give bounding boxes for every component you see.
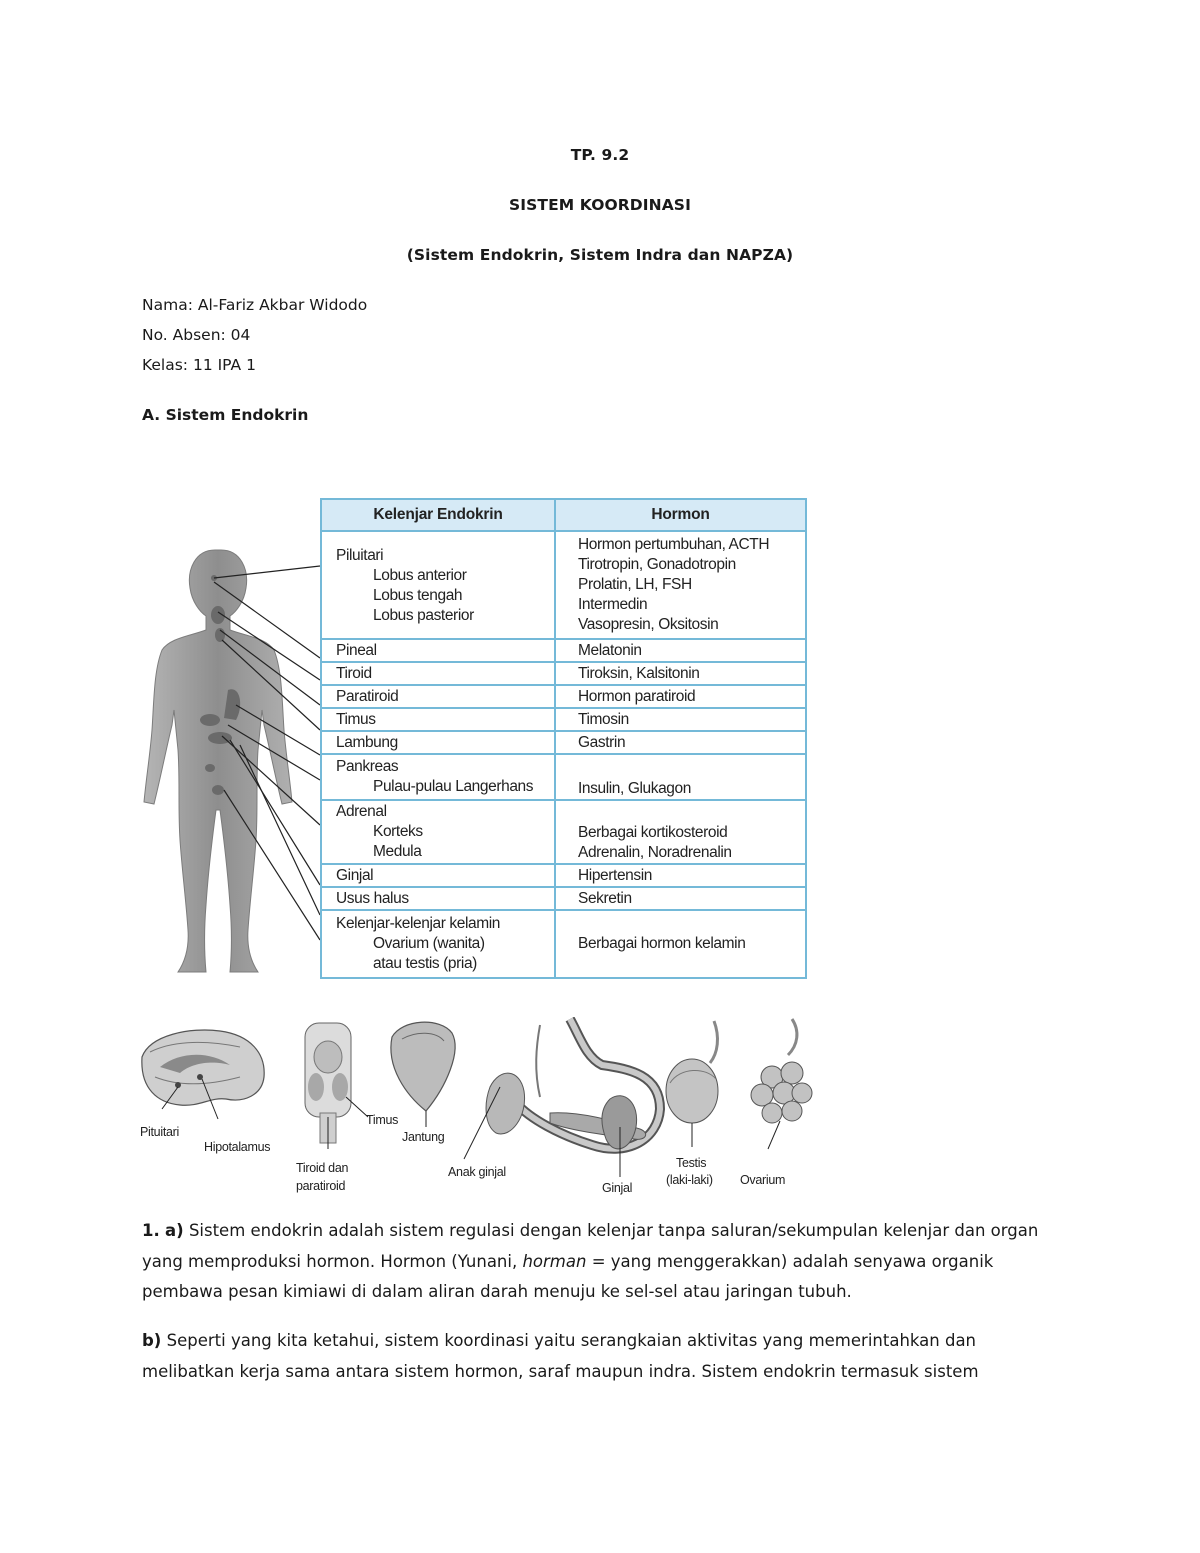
answer-1a: [142, 1216, 1042, 1308]
gland-name: Pineal: [336, 641, 377, 659]
gland-sub: atau testis (pria): [373, 955, 477, 972]
hormone-name: Hormon pertumbuhan, ACTH: [578, 536, 770, 553]
table-row: [321, 910, 806, 978]
hormone-name: Timosin: [578, 710, 629, 728]
gland-sub: Medula: [373, 843, 422, 860]
hormone-name: Vasopresin, Oksitosin: [578, 616, 719, 633]
hormone-name: Hormon paratiroid: [578, 687, 696, 705]
gland-name: Piluitari: [336, 547, 384, 564]
table-header-gland: Kelenjar Endokrin: [321, 499, 555, 531]
table-row: [321, 662, 806, 685]
answer-number: 1.: [142, 1221, 160, 1240]
label-hipotalamus: Hipotalamus: [204, 1140, 271, 1154]
table-row: [321, 639, 806, 662]
gland-name: Ginjal: [336, 866, 374, 884]
document-subtitle: (Sistem Endokrin, Sistem Indra dan NAPZA): [406, 246, 794, 264]
label-timus: Timus: [366, 1113, 399, 1127]
label-testis-sub: (laki-laki): [666, 1173, 713, 1187]
label-anak-ginjal: Anak ginjal: [448, 1165, 506, 1179]
label-jantung: Jantung: [402, 1130, 445, 1144]
table-row: [321, 864, 806, 887]
heart-icon: [391, 1022, 455, 1127]
hormone-name: Intermedin: [578, 596, 648, 613]
label-ovarium: Ovarium: [740, 1173, 786, 1187]
hormone-name: Berbagai hormon kelamin: [578, 935, 746, 952]
gland-name: Tiroid: [336, 664, 372, 682]
ovary-icon: [751, 1019, 812, 1149]
table-row: [321, 887, 806, 910]
gland-sub: Ovarium (wanita): [373, 935, 485, 952]
table-row: [321, 754, 806, 800]
organ-illustrations: [140, 1017, 820, 1187]
answer-1b: [142, 1326, 1042, 1387]
brain-icon: [142, 1030, 264, 1119]
gland-name: Lambung: [336, 733, 398, 751]
gland-name: Timus: [336, 710, 376, 728]
testis-icon: [666, 1021, 718, 1147]
gland-sub: Lobus anterior: [373, 567, 467, 584]
hormone-name: Melatonin: [578, 641, 642, 659]
student-class: Kelas: 11 IPA 1: [142, 356, 256, 374]
answer-1a-text-2: = yang menggerakkan) adalah senyawa organik pembawa pesan kimiawi di dalam aliran darah menuju ke sel-sel atau jaringan tubuh.: [142, 1251, 994, 1301]
gland-sub: Pulau-pulau Langerhans: [373, 778, 534, 795]
gland-name: Kelenjar-kelenjar kelamin: [336, 915, 501, 932]
student-name: Nama: Al-Fariz Akbar Widodo: [142, 296, 368, 314]
stomach-pancreas-icon: [464, 1019, 660, 1177]
document-title: SISTEM KOORDINASI: [509, 196, 691, 214]
gland-sub: Lobus pasterior: [373, 607, 474, 624]
label-tiroid: Tiroid dan: [296, 1161, 349, 1175]
thyroid-icon: [305, 1023, 368, 1149]
hormone-name: Adrenalin, Noradrenalin: [578, 844, 732, 861]
section-heading: A. Sistem Endokrin: [142, 406, 309, 424]
human-body-illustration: [140, 540, 340, 1000]
hormone-name: Prolatin, LH, FSH: [578, 576, 692, 593]
answer-letter-b: b): [142, 1331, 162, 1350]
table-header-hormone: Hormon: [555, 499, 806, 531]
gland-name: Adrenal: [336, 803, 387, 820]
table-row: [321, 731, 806, 754]
hormone-name: Insulin, Glukagon: [578, 780, 691, 797]
hormone-name: Tirotropin, Gonadotropin: [578, 556, 736, 573]
document-code: TP. 9.2: [570, 146, 630, 164]
gland-name: Usus halus: [336, 889, 409, 907]
hormone-name: Tiroksin, Kalsitonin: [578, 664, 700, 682]
answer-letter-a: a): [165, 1221, 184, 1240]
table-row: [321, 708, 806, 731]
gland-name: Pankreas: [336, 758, 399, 775]
hormone-name: Hipertensin: [578, 866, 653, 884]
answer-1a-text-1: Sistem endokrin adalah sistem regulasi dengan kelenjar tanpa saluran/sekumpulan kelenjar dan organ yang memproduksi hormon. Hormon (Yunani,: [142, 1221, 1039, 1271]
table-row: [321, 800, 806, 864]
hormone-name: Berbagai kortikosteroid: [578, 824, 728, 841]
label-testis: Testis: [676, 1156, 707, 1170]
gland-sub: Lobus tengah: [373, 587, 463, 604]
answer-1a-italic: horman: [522, 1251, 587, 1271]
label-ginjal: Ginjal: [602, 1181, 633, 1195]
gland-sub: Korteks: [373, 823, 423, 840]
endocrine-table: [320, 498, 807, 979]
table-row: [321, 531, 806, 639]
hormone-name: Gastrin: [578, 733, 626, 751]
table-row: [321, 685, 806, 708]
gland-name: Paratiroid: [336, 687, 399, 705]
label-pituitari: Pituitari: [140, 1125, 179, 1139]
endocrine-figure: [140, 490, 820, 1195]
label-paratiroid: paratiroid: [296, 1179, 346, 1193]
hormone-name: Sekretin: [578, 889, 632, 907]
student-absen: No. Absen: 04: [142, 326, 251, 344]
answer-1b-text: Seperti yang kita ketahui, sistem koordinasi yaitu serangkaian aktivitas yang memerintahkan dan melibatkan kerja sama antara sistem hormon, saraf maupun indra. Sistem endokrin termasuk sistem: [142, 1331, 979, 1381]
